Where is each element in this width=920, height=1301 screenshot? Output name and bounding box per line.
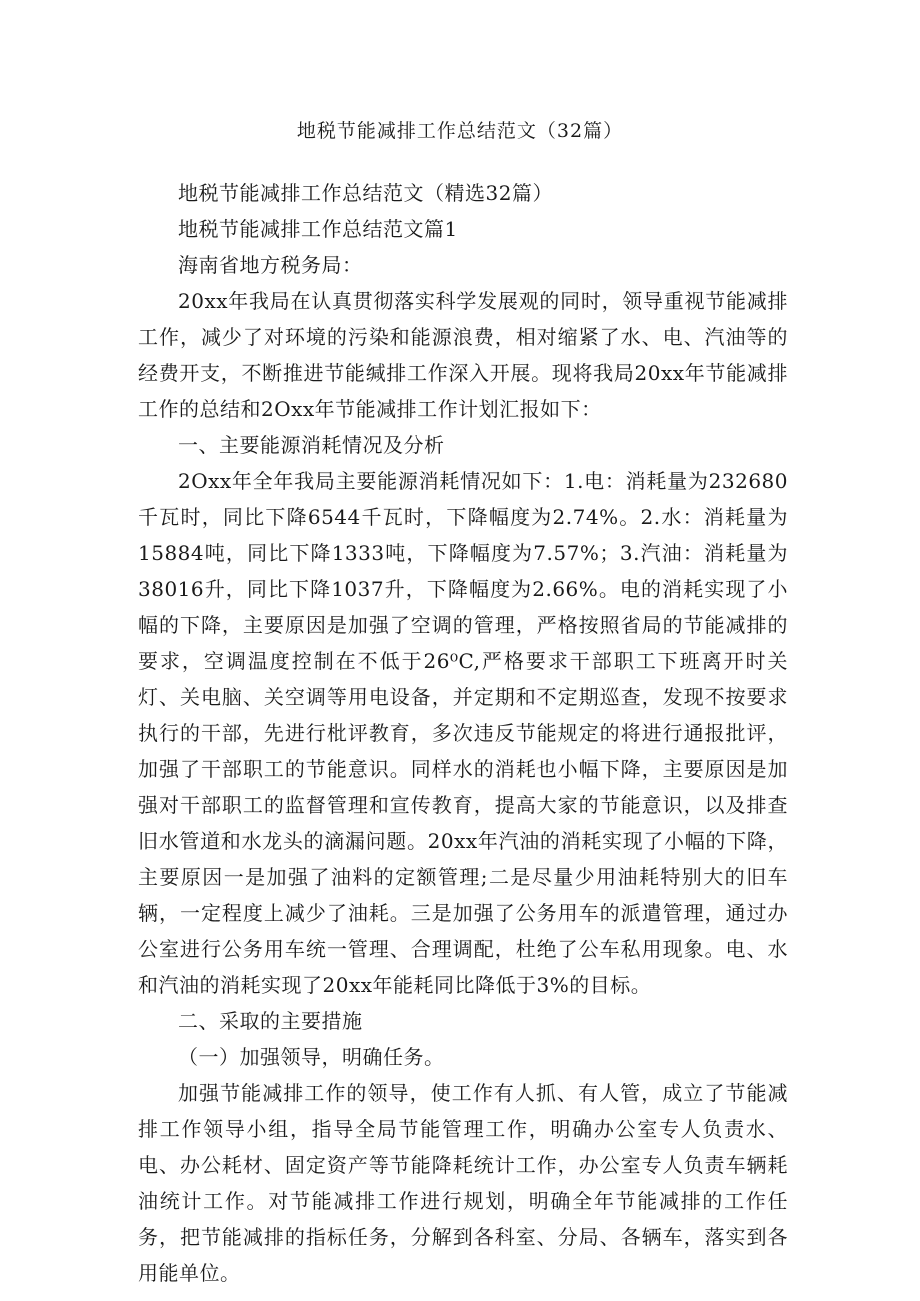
paragraph-intro: 20xx年我局在认真贯彻落实科学发展观的同时，领导重视节能减排工作，减少了对环境的污染和能源浪费，相对缩紧了水、电、汽油等的经费开支，不断推进节能缄排工作深入开展。现将我局20xx年节能减排工作的总结和2Oxx年节能减排工作计划汇报如下： <box>138 289 788 421</box>
paragraph-section-heading: 地税节能减排工作总结范文篇1 <box>178 217 458 241</box>
paragraph-subheading-1: （一）加强领导，明确任务。 <box>178 1045 445 1069</box>
paragraph-heading-2: 二、采取的主要措施 <box>178 1009 363 1033</box>
document-body <box>138 175 788 1291</box>
paragraph-measures: 加强节能减排工作的领导，使工作有人抓、有人管，成立了节能减排工作领导小组，指导全局节能管理工作，明确办公室专人负责水、电、办公耗材、固定资产等节能降耗统计工作，办公室专人负责车辆耗油统计工作。对节能减排工作进行规划，明确全年节能减排的工作任务，把节能减排的指标任务，分解到各科室、分局、各辆车，落实到各用能单位。 <box>138 1081 788 1285</box>
paragraph-addressee: 海南省地方税务局： <box>178 253 363 277</box>
document-title: 地税节能减排工作总结范文（32篇） <box>296 120 624 142</box>
paragraph-consumption: 2Oxx年全年我局主要能源消耗情况如下：1.电：消耗量为232680千瓦时，同比下降6544千瓦时，下降幅度为2.74%。2.水：消耗量为15884吨，同比下降1333吨，下降幅度为7.57%；3.汽油：消耗量为38016升，同比下降1037升，下降幅度为2.66%。电的消耗实现了小幅的下降，主要原因是加强了空调的管理，严格按照省局的节能减排的要求，空调温度控制在不低于26⁰C,严格要求干部职工下班离开时关灯、关电脑、关空调等用电设备，并定期和不定期巡查，发现不按要求执行的干部，先进行枇评教育，多次违反节能规定的将进行通报批评，加强了干部职工的节能意识。同样水的消耗也小幅下降，主要原因是加强对干部职工的监督管理和宣传教育，提高大家的节能意识，以及排查旧水管道和水龙头的滴漏问题。20xx年汽油的消耗实现了小幅的下降，主要原因一是加强了油料的定额管理;二是尽量少用油耗特别大的旧车辆，一定程度上减少了油耗。三是加强了公务用车的派遣管理，通过办公室进行公务用车统一管理、合理调配，杜绝了公车私用现象。电、水和汽油的消耗实现了20xx年能耗同比降低于3%的目标。 <box>138 469 788 997</box>
paragraph-subtitle: 地税节能减排工作总结范文（精选32篇） <box>178 181 553 205</box>
paragraph-heading-1: 一、主要能源消耗情况及分析 <box>178 433 445 457</box>
